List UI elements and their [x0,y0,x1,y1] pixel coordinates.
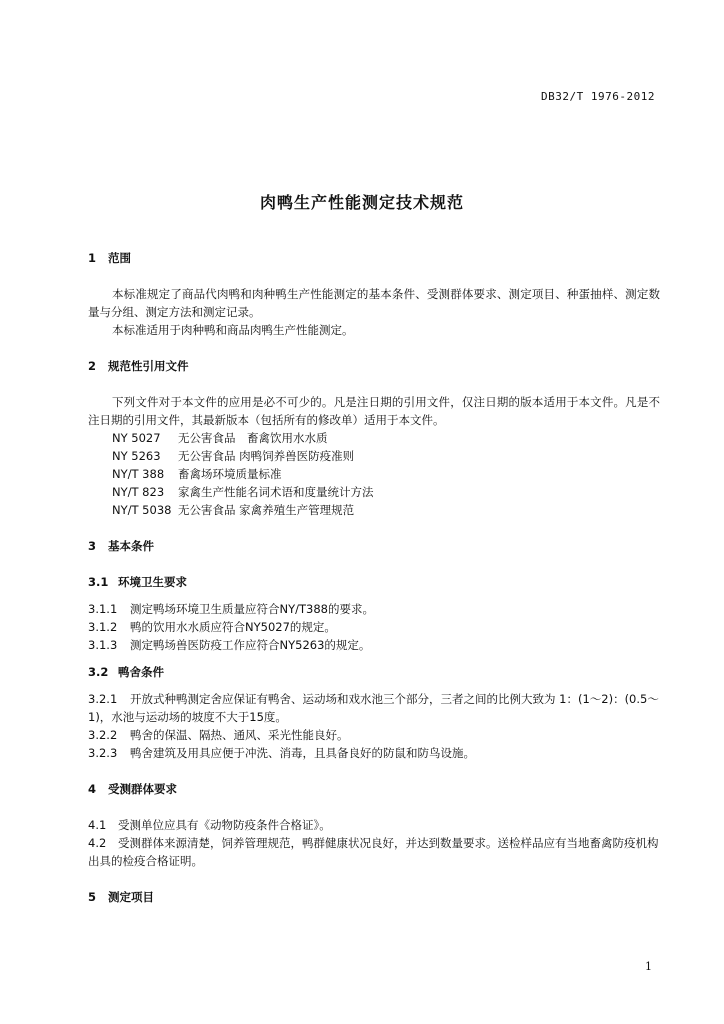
reference-title: 家禽生产性能名词术语和度量统计方法 [178,485,374,499]
clause-item [88,690,660,726]
subsection-number: 3.1 [88,575,109,589]
clause-number: 3.2.1 [88,692,118,706]
section-title: 受测群体要求 [108,782,177,796]
clause-number: 3.1.3 [88,638,118,652]
clause-text: 受测群体来源清楚，饲养管理规范，鸭群健康状况良好，并达到数量要求。送检样品应有当地畜禽防疫机构出具的检疫合格证明。 [88,836,659,868]
reference-item [88,465,660,483]
clause-text: 鸭舍的保温、隔热、通风、采光性能良好。 [130,728,349,742]
reference-code: NY 5027 [112,431,161,445]
clause-text: 鸭的饮用水水质应符合NY5027的规定。 [130,620,336,634]
section-number: 2 [88,359,97,373]
clause-number: 3.1.1 [88,602,118,616]
clause-item [88,618,660,636]
clause-item [88,600,660,618]
reference-code: NY/T 823 [112,485,165,499]
clause-number: 4.2 [88,836,107,850]
document-body [88,249,660,906]
section-title: 基本条件 [108,539,154,553]
reference-title: 无公害食品 畜禽饮用水水质 [178,431,328,445]
clause-text: 测定鸭场兽医防疫工作应符合NY5263的规定。 [130,638,371,652]
subsection-number: 3.2 [88,665,109,679]
subsection-heading-3-2 [88,663,660,681]
clause-text: 鸭舍建筑及用具应便于冲洗、消毒，且具备良好的防鼠和防鸟设施。 [130,746,475,760]
section-number: 5 [88,890,97,904]
section-heading-3 [88,537,660,555]
clause-text: 测定鸭场环境卫生质量应符合NY/T388的要求。 [130,602,374,616]
reference-code: NY/T 5038 [112,503,172,517]
clause-item [88,636,660,654]
paragraph: 本标准规定了商品代肉鸭和肉种鸭生产性能测定的基本条件、受测群体要求、测定项目、种蛋抽样、测定数量与分组、测定方法和测定记录。 [88,287,660,319]
section-heading-2 [88,357,660,375]
reference-item [88,447,660,465]
reference-title: 无公害食品 肉鸭饲养兽医防疫准则 [178,449,355,463]
reference-item [88,429,660,447]
section-number: 3 [88,539,97,553]
section-heading-4 [88,780,660,798]
clause-number: 3.1.2 [88,620,118,634]
reference-item [88,483,660,501]
reference-title: 畜禽场环境质量标准 [178,467,282,481]
paragraph: 本标准适用于肉种鸭和商品肉鸭生产性能测定。 [112,323,354,337]
section-title: 规范性引用文件 [108,359,189,373]
page-number: 1 [645,960,652,973]
clause-text: 开放式种鸭测定舍应保证有鸭舍、运动场和戏水池三个部分，三者之间的比例大致为 1：(1～2)：(0.5～1)，水池与运动场的坡度不大于15度。 [88,692,659,724]
section-title: 测定项目 [108,890,154,904]
section-heading-1 [88,249,660,267]
section-title: 范围 [108,251,131,265]
section-number: 1 [88,251,97,265]
clause-item [88,816,660,834]
reference-title: 无公害食品 家禽养殖生产管理规范 [178,503,355,517]
section-heading-5 [88,888,660,906]
section-number: 4 [88,782,97,796]
clause-item [88,834,660,870]
clause-number: 3.2.2 [88,728,118,742]
reference-item [88,501,660,519]
clause-item [88,726,660,744]
standard-code: DB32/T 1976-2012 [541,90,655,103]
subsection-title: 鸭舍条件 [118,665,164,679]
document-title: 肉鸭生产性能测定技术规范 [259,193,464,212]
subsection-heading-3-1 [88,573,660,591]
reference-code: NY 5263 [112,449,161,463]
subsection-title: 环境卫生要求 [118,575,187,589]
clause-number: 4.1 [88,818,107,832]
clause-text: 受测单位应具有《动物防疫条件合格证》。 [118,818,331,832]
paragraph: 下列文件对于本文件的应用是必不可少的。凡是注日期的引用文件，仅注日期的版本适用于本文件。凡是不注日期的引用文件，其最新版本（包括所有的修改单）适用于本文件。 [88,395,660,427]
clause-item [88,744,660,762]
clause-number: 3.2.3 [88,746,118,760]
reference-code: NY/T 388 [112,467,165,481]
